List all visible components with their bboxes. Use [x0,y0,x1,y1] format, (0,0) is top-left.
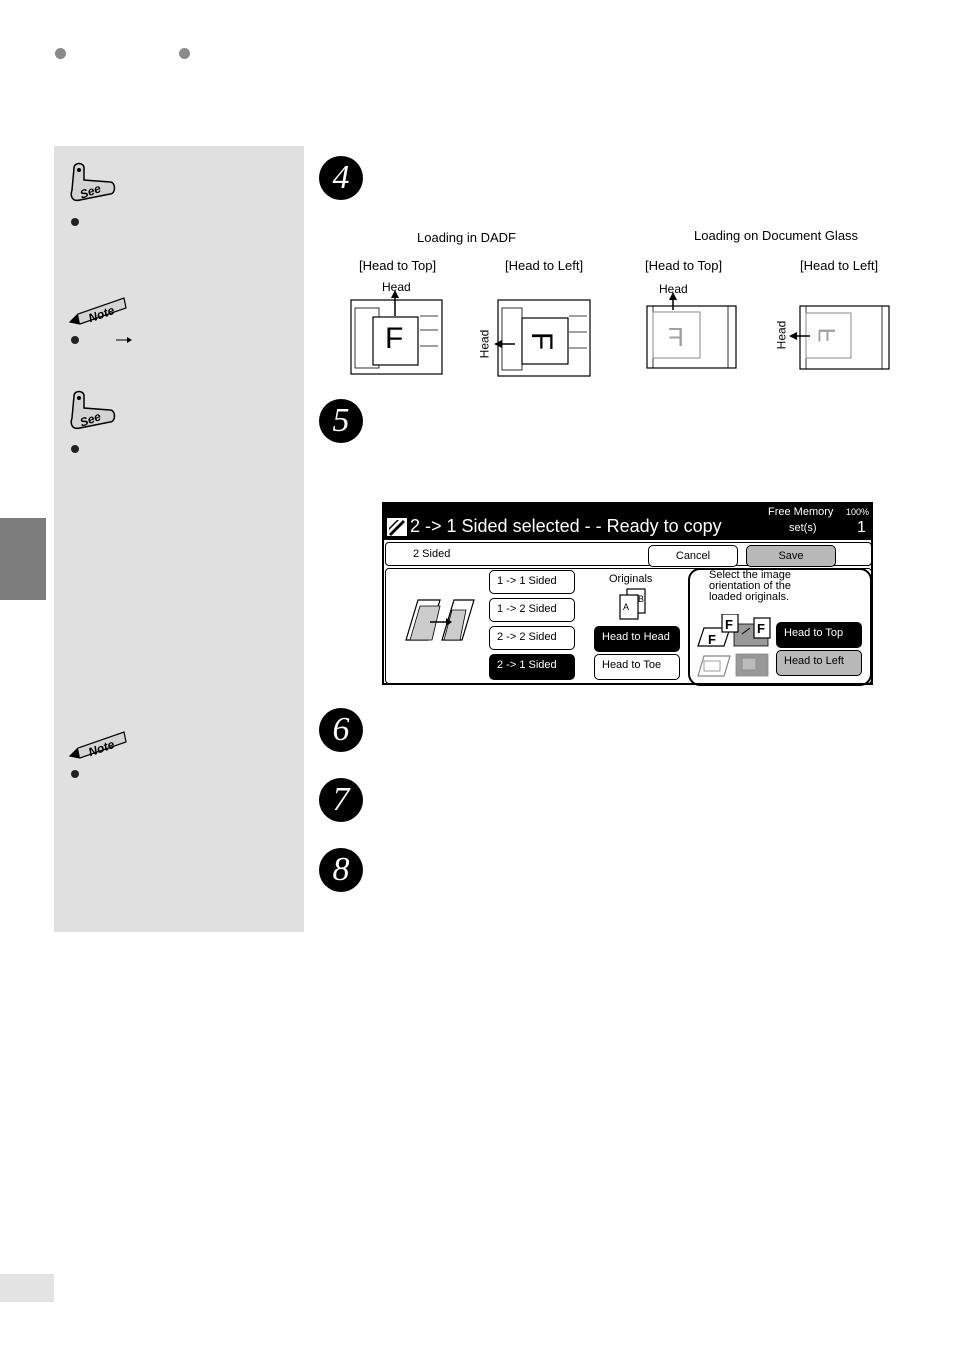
header-dot-right [179,48,190,59]
originals-icon [617,588,649,622]
head-to-top-icon-letter-1: F [708,632,716,647]
head-to-top-icon-letter-3: F [757,621,765,636]
dadf-head-to-left-label: [Head to Left] [505,258,584,273]
originals-icon-letter-a: A [623,602,630,612]
step-5-marker: 5 [319,399,363,443]
see-label: See [77,409,103,430]
head-label: Head [477,329,492,359]
bullet [71,218,79,226]
glass-head-to-left-diagram [799,305,891,371]
glass-head-to-left-label: [Head to Left] [800,258,879,273]
letter-f: F [668,322,684,352]
originals-label: Originals [609,573,653,585]
bullet [71,336,79,344]
bullet [71,445,79,453]
see-icon [66,388,120,436]
glass-head-to-top-diagram [646,292,738,370]
sets-label: set(s) [789,522,817,534]
step-6-marker: 6 [319,708,363,752]
letter-f: F [814,327,841,343]
head-label: Head [659,282,688,296]
sets-value: 1 [857,519,866,536]
orientation-instruction-3: loaded originals. [709,591,790,603]
free-memory-label: Free Memory [768,506,834,518]
note-label: Note [86,737,117,760]
note-label: Note [86,303,117,326]
see-icon [66,160,120,208]
dadf-title: Loading in DADF [417,230,516,245]
option-2-to-2-sided[interactable]: 2 -> 2 Sided [489,626,575,650]
copy-mode-icon [387,518,407,536]
step-7-marker: 7 [319,778,363,822]
status-bar [384,504,871,540]
head-to-left-button[interactable]: Head to Left [776,650,862,676]
option-1-to-1-sided[interactable]: 1 -> 1 Sided [489,570,575,594]
letter-f: F [385,322,404,355]
duplex-copy-icon [404,596,476,642]
copier-control-panel [382,502,873,685]
page-number-tab [0,1274,54,1302]
option-2-to-1-sided[interactable]: 2 -> 1 Sided [489,654,575,680]
head-label: Head [382,280,411,294]
step-4-marker: 4 [319,156,363,200]
save-button[interactable]: Save [746,545,836,567]
arrow-right-icon [115,335,133,345]
note-icon [68,294,128,326]
header-dot-left [55,48,66,59]
arrow-left-icon [789,330,811,342]
sidebar-notes [54,146,304,932]
arrow-left-icon [494,338,516,350]
option-1-to-2-sided[interactable]: 1 -> 2 Sided [489,598,575,622]
orientation-instruction-2: orientation of the [709,580,791,592]
chapter-tab [0,518,46,600]
status-title: 2 -> 1 Sided selected - - Ready to copy [410,516,722,536]
cancel-button[interactable]: Cancel [648,545,738,567]
orientation-instruction-1: Select the image [709,569,791,581]
head-to-left-orientation-icon [696,652,776,678]
glass-title: Loading on Document Glass [694,228,859,243]
head-to-top-orientation-icon [696,614,776,648]
see-label: See [77,181,103,202]
head-to-toe-button[interactable]: Head to Toe [594,654,680,680]
bullet [71,770,79,778]
letter-f: F [525,331,558,351]
head-label: Head [774,320,789,350]
head-to-top-button[interactable]: Head to Top [776,622,862,648]
step-8-marker: 8 [319,848,363,892]
mode-label: 2 Sided [413,548,451,560]
note-icon [68,728,128,760]
head-to-head-button[interactable]: Head to Head [594,626,680,652]
free-memory-value: 100% [846,507,870,517]
glass-head-to-top-label: [Head to Top] [645,258,723,273]
head-to-top-icon-letter-2: F [725,617,733,632]
originals-icon-letter-b: B [638,594,645,604]
dadf-head-to-top-label: [Head to Top] [359,258,437,273]
